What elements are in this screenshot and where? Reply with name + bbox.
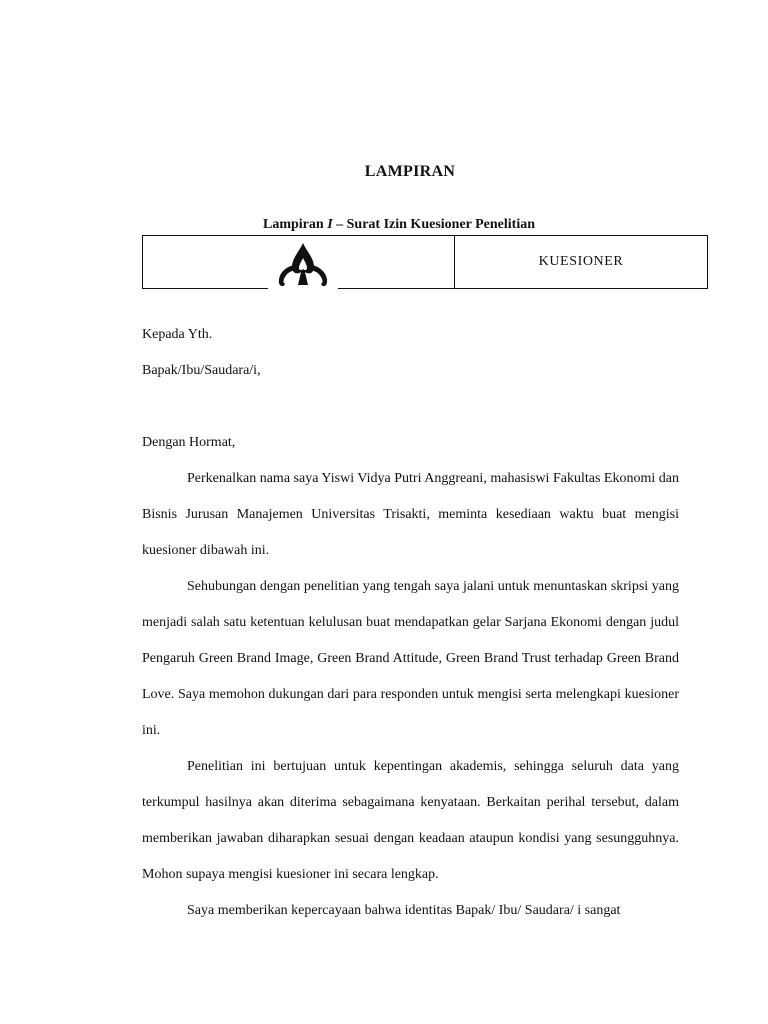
subtitle-prefix: Lampiran xyxy=(263,217,328,232)
paragraph-introduction: Perkenalkan nama saya Yiswi Vidya Putri Anggreani, mahasiswi Fakultas Ekonomi dan Bisnis Jurusan Manajemen Universitas Trisakti, meminta kesediaan waktu buat mengisi kuesioner dibawah ini. xyxy=(142,471,679,558)
paragraph-research-context: Sehubungan dengan penelitian yang tengah saya jalani untuk menuntaskan skripsi yang menjadi salah satu ketentuan kelulusan buat mendapatkan gelar Sarjana Ekonomi dengan judul Pengaruh Green Brand Image, Green Brand Attitude, Green Brand Trust terhadap Green Brand Love. Saya memohon dukungan dari para responden untuk mengisi serta melengkapi kuesioner ini. xyxy=(142,579,679,738)
paragraph-research-purpose: Penelitian ini bertujuan untuk kepentingan akademis, sehingga seluruh data yang terkumpul hasilnya akan diterima sebagaimana kenyataan. Berkaitan perihal tersebut, dalam memberikan jawaban diharapkan sesuai dengan keadaan ataupun kondisi yang sesungguhnya. Mohon supaya mengisi kuesioner ini secara lengkap. xyxy=(142,759,679,882)
recipient-line: Kepada Yth. xyxy=(142,327,213,342)
questionnaire-header-box xyxy=(142,235,708,289)
questionnaire-label: KUESIONER xyxy=(538,254,624,269)
subtitle-rest: – Surat Izin Kuesioner Penelitian xyxy=(332,217,535,232)
letter-body xyxy=(142,461,679,929)
subtitle-numeral: I xyxy=(327,217,333,232)
greeting-line: Dengan Hormat, xyxy=(142,435,236,450)
salutation-block xyxy=(142,317,679,389)
attachment-subtitle xyxy=(263,217,535,233)
trisakti-emblem-icon xyxy=(268,238,338,293)
document-heading: LAMPIRAN xyxy=(364,163,456,180)
recipient-title-line: Bapak/Ibu/Saudara/i, xyxy=(142,363,261,378)
paragraph-confidentiality: Saya memberikan kepercayaan bahwa identitas Bapak/ Ibu/ Saudara/ i sangat xyxy=(187,903,621,918)
